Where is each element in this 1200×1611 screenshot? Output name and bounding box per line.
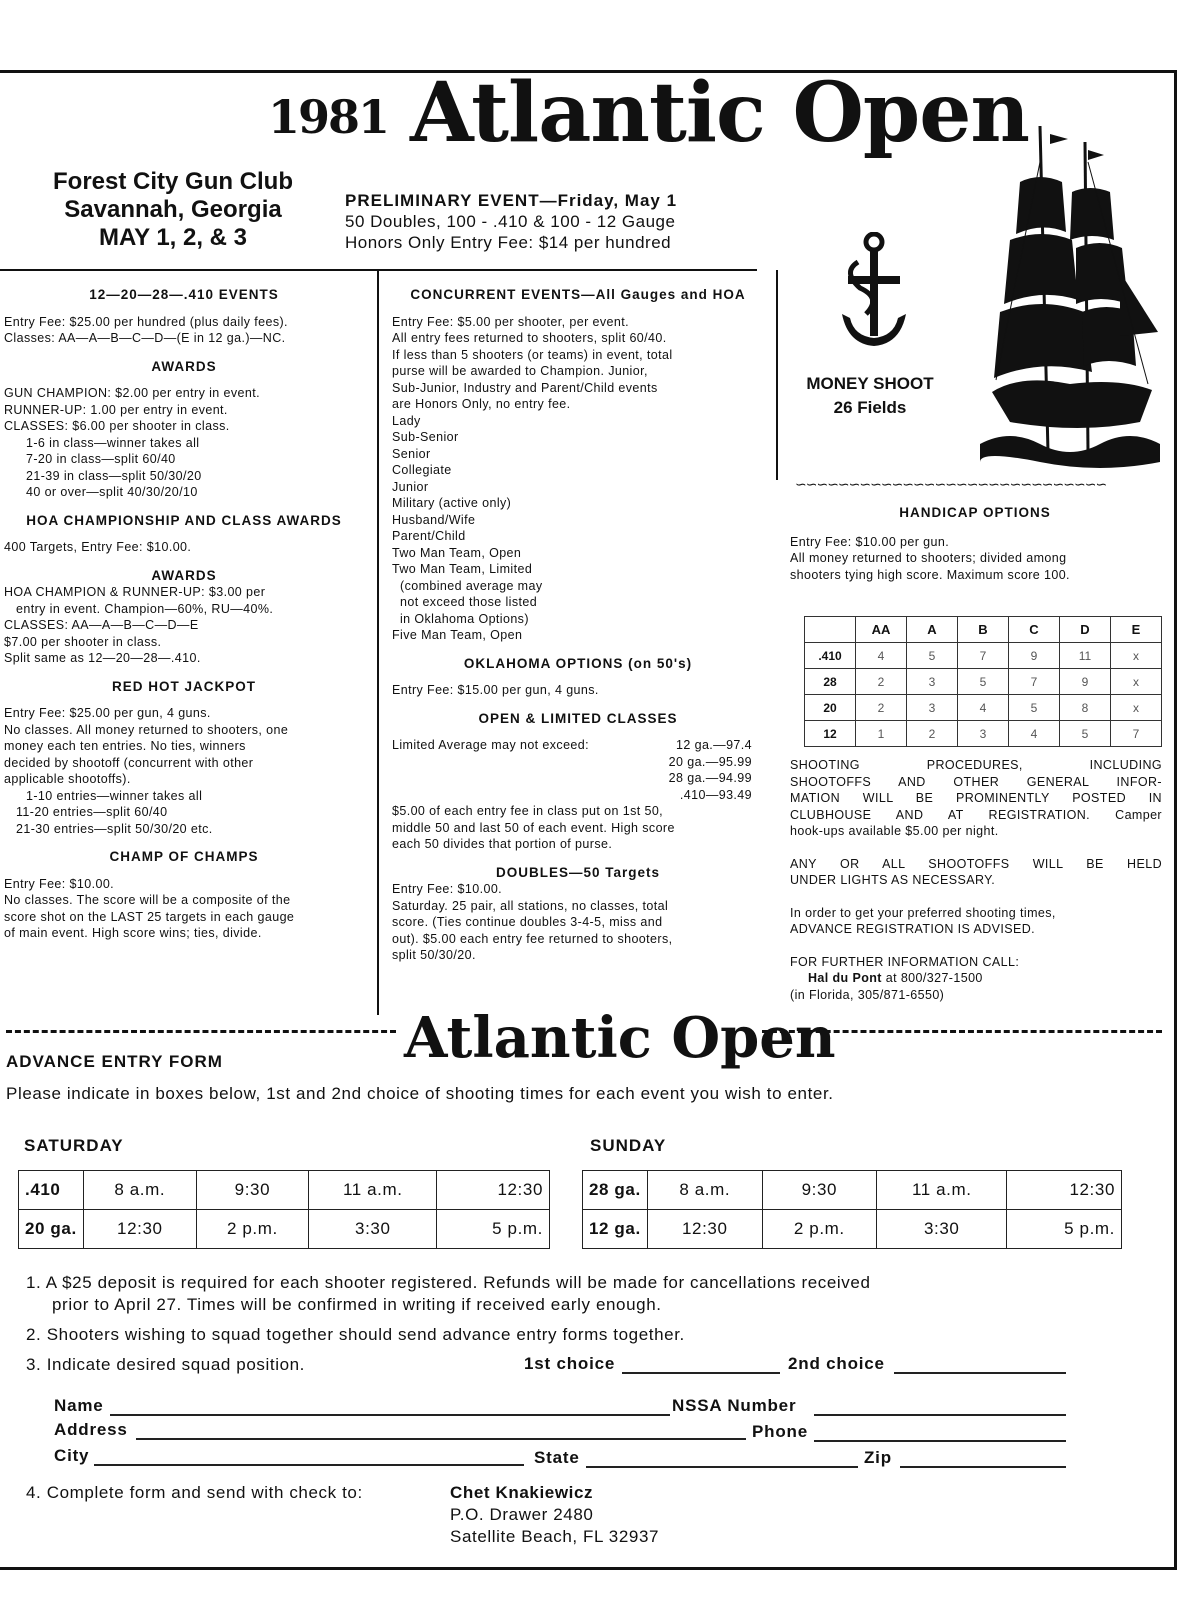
shootoffs-line: ANY OR ALL SHOOTOFFS WILL BE HELD [790,856,1162,871]
table-row [805,721,1162,747]
table-row [805,669,1162,695]
concurrent-title: CONCURRENT EVENTS—All Gauges and HOA [410,287,746,302]
second-choice-label: 2nd choice [788,1354,885,1373]
club-info [28,168,318,252]
champ-line: No classes. The score will be a composite of the [4,893,291,907]
general-info [790,757,1162,1003]
info-contact [790,970,1162,987]
note-1: 1. A $25 deposit is required for each shooter registered. Refunds will be made for cancellations received [26,1273,871,1292]
time-slot-box[interactable]: 9:30 [762,1171,877,1210]
doubles-line: out). $5.00 each entry fee returned to shooters, [392,931,673,946]
money-shoot [800,372,940,420]
doubles-title: DOUBLES—50 Targets [495,864,661,880]
event-list-sub: not exceed those listed [400,595,538,609]
event-year: 1981 [268,90,389,144]
info-name: Hal du Pont [808,971,882,985]
sailing-ship-icon [980,122,1160,474]
schedule-row [583,1171,1122,1210]
time-slot-box[interactable]: 12:30 [1007,1171,1122,1210]
table-cell: 1 [856,721,907,747]
awards-title: AWARDS [151,358,217,374]
event-list-item: Husband/Wife [392,512,476,527]
club-name: Forest City Gun Club [53,168,293,195]
jackpot-line: applicable shootoffs). [4,772,131,786]
table-cell: 7 [958,643,1009,669]
table-cell: 3 [907,695,958,721]
rope-divider: ∽∽∽∽∽∽∽∽∽∽∽∽∽∽∽∽∽∽∽∽∽∽∽∽∽∽∽∽∽ [795,476,1107,492]
gauge-label: 20 ga. [19,1210,84,1249]
handicap-line: All money returned to shooters; divided among [790,551,1067,565]
events-line: Classes: AA—A—B—C—D—(E in 12 ga.)—NC. [4,331,286,345]
concurrent-line: Entry Fee: $5.00 per shooter, per event. [392,314,629,329]
info-phone: at 800/327-1500 [881,971,983,985]
procedures-line: SHOOTING PROCEDURES, INCLUDING [790,758,1162,772]
event-list-item: Parent/Child [392,529,466,543]
anchor-icon [838,232,910,352]
event-list-item: Senior [392,446,431,461]
table-cell: 7 [1111,721,1162,747]
limited-value: 20 ga.—95.99 [668,754,752,769]
concurrent-line: All entry fees returned to shooters, split 60/40. [392,331,667,345]
time-slot-box[interactable]: 8 a.m. [648,1171,763,1210]
info-florida: (in Florida, 305/871-6550) [790,987,945,1002]
handicap-line: Entry Fee: $10.00 per gun. [790,534,950,549]
table-cell: 9 [1009,643,1060,669]
time-slot-box[interactable]: 2 p.m. [762,1210,877,1249]
oklahoma-title: OKLAHOMA OPTIONS (on 50's) [463,655,693,671]
time-slot-box[interactable]: 2 p.m. [196,1210,309,1249]
time-slot-box[interactable]: 9:30 [196,1171,309,1210]
jackpot-sub: 11-20 entries—split 60/40 [16,805,168,819]
name-field[interactable] [110,1414,670,1416]
table-cell: 4 [1009,721,1060,747]
limited-average [392,737,764,803]
jackpot-line: money each ten entries. No ties, winners [4,739,246,753]
table-cell: x [1111,669,1162,695]
table-cell: 7 [1009,669,1060,695]
jackpot-title: RED HOT JACKPOT [111,678,256,694]
address-field[interactable] [136,1438,746,1440]
prelim-line: Honors Only Entry Fee: $14 per hundred [345,233,672,252]
event-list-sub: in Oklahoma Options) [400,611,529,626]
awards-sub: 40 or over—split 40/30/20/10 [26,485,198,499]
money-shoot-fields: 26 Fields [833,398,907,417]
first-choice-label: 1st choice [524,1354,616,1373]
table-cell: 4 [856,643,907,669]
handicap-header: AA [856,617,907,643]
awards-sub: 21-39 in class—split 50/30/20 [26,468,202,483]
awards-line: GUN CHAMPION: $2.00 per entry in event. [4,386,260,400]
limited-values [669,737,752,803]
event-list-item: Junior [392,479,429,494]
table-cell: 2 [856,695,907,721]
table-cell: 2 [856,669,907,695]
address-label: Address [54,1420,128,1439]
purse-line: middle 50 and last 50 of each event. High score [392,820,675,835]
handicap-title: HANDICAP OPTIONS [899,505,1051,520]
send-to-city: Satellite Beach, FL 32937 [450,1527,660,1546]
events-line: Entry Fee: $25.00 per hundred (plus daily fees). [4,314,288,329]
awards2-line: Split same as 12—20—28—.410. [4,651,201,665]
time-slot-box[interactable]: 5 p.m. [1007,1210,1122,1249]
column-divider [776,270,778,480]
time-slot-box[interactable]: 11 a.m. [309,1171,437,1210]
table-cell: 3 [907,669,958,695]
table-cell: 5 [907,643,958,669]
sunday-label: SUNDAY [590,1136,667,1155]
event-dates: MAY 1, 2, & 3 [98,224,248,251]
limited-value: 28 ga.—94.99 [668,771,752,785]
club-location: Savannah, Georgia [64,196,282,223]
jackpot-line: No classes. All money returned to shooters, one [4,722,289,737]
hoa-title: HOA CHAMPIONSHIP AND CLASS AWARDS [26,512,342,528]
table-cell: x [1111,695,1162,721]
doubles-line: Saturday. 25 pair, all stations, no classes, total [392,898,669,913]
event-title: Atlantic Open [410,65,1030,161]
table-cell: 28 [805,669,856,695]
table-cell: 11 [1060,643,1111,669]
nssa-label: NSSA Number [672,1396,797,1415]
awards2-line: HOA CHAMPION & RUNNER-UP: $3.00 per [4,585,266,599]
note-2: 2. Shooters wishing to squad together should send advance entry forms together. [26,1325,685,1344]
column-2 [392,287,764,964]
table-cell: .410 [805,643,856,669]
handicap-header [805,617,856,643]
handicap-options [790,505,1160,583]
awards-sub: 7-20 in class—split 60/40 [26,452,176,466]
hoa-line: 400 Targets, Entry Fee: $10.00. [4,540,192,554]
purse-line: each 50 divides that portion of purse. [392,837,613,851]
prelim-label: PRELIMINARY EVENT—Friday, May 1 [345,191,678,210]
champ-line: Entry Fee: $10.00. [4,876,115,891]
handicap-header: A [907,617,958,643]
table-cell: 8 [1060,695,1111,721]
note-1-cont: prior to April 27. Times will be confirmed in writing if received early enough. [52,1295,662,1314]
events-title: 12—20—28—.410 EVENTS [89,287,279,302]
table-cell: 5 [958,669,1009,695]
procedures-line: hook-ups available $5.00 per night. [790,824,999,838]
handicap-header: B [958,617,1009,643]
time-slot-box[interactable]: 12:30 [648,1210,763,1249]
event-list-item: Two Man Team, Open [392,545,522,560]
table-cell: x [1111,643,1162,669]
form-heading: ADVANCE ENTRY FORM [6,1052,223,1071]
champ-line: of main event. High score wins; ties, divide. [4,926,262,940]
schedule-row [19,1210,550,1249]
time-slot-box[interactable]: 12:30 [84,1210,197,1249]
send-to-address: P.O. Drawer 2480 [450,1505,594,1524]
note-3: 3. Indicate desired squad position. [26,1355,306,1374]
concurrent-line: purse will be awarded to Champion. Junior, [392,364,648,378]
prelim-line: 50 Doubles, 100 - .410 & 100 - 12 Gauge [345,212,676,231]
time-slot-box[interactable]: 5 p.m. [437,1210,550,1249]
send-to-name: Chet Knakiewicz [450,1483,594,1502]
gauge-label: 12 ga. [583,1210,648,1249]
time-slot-box[interactable]: 12:30 [437,1171,550,1210]
table-cell: 2 [907,721,958,747]
awards2-line: CLASSES: AA—A—B—C—D—E [4,618,199,632]
gauge-label: 28 ga. [583,1171,648,1210]
awards2-title: AWARDS [151,567,217,583]
form-title: Atlantic Open [404,1005,836,1071]
handicap-table [804,616,1162,747]
awards2-line: entry in event. Champion—60%, RU—40%. [16,601,274,616]
limited-value: 12 ga.—97.4 [676,738,752,752]
event-list-item: Military (active only) [392,496,512,510]
sunday-schedule [582,1170,1122,1249]
shootoffs-line: UNDER LIGHTS AS NECESSARY. [790,873,996,887]
concurrent-line: If less than 5 shooters (or teams) in event, total [392,347,673,362]
note-4: 4. Complete form and send with check to: [26,1483,363,1502]
form-instruction: Please indicate in boxes below, 1st and 2nd choice of shooting times for each event you wish to enter. [6,1084,834,1103]
saturday-label: SATURDAY [24,1136,124,1155]
oklahoma-line: Entry Fee: $15.00 per gun, 4 guns. [392,683,599,697]
procedures-line: MATION WILL BE PROMINENTLY POSTED IN [790,791,1162,805]
phone-field[interactable] [814,1440,1066,1442]
info-label: FOR FURTHER INFORMATION CALL: [790,954,1020,969]
advance-line: ADVANCE REGISTRATION IS ADVISED. [790,922,1036,936]
jackpot-sub: 21-30 entries—split 50/30/20 etc. [16,821,213,836]
saturday-schedule [18,1170,550,1249]
table-cell: 5 [1060,721,1111,747]
jackpot-sub: 1-10 entries—winner takes all [26,788,203,803]
column-1 [4,287,364,942]
table-cell: 4 [958,695,1009,721]
limited-label: Limited Average may not exceed: [392,738,590,752]
classes-title: OPEN & LIMITED CLASSES [478,710,678,726]
advance-line: In order to get your preferred shooting times, [790,905,1056,920]
schedule-row [19,1171,550,1210]
champ-line: score shot on the LAST 25 targets in each gauge [4,909,295,924]
time-slot-box[interactable]: 8 a.m. [84,1171,197,1210]
procedures-line: SHOOTOFFS AND OTHER GENERAL INFOR- [790,774,1162,789]
city-label: City [54,1446,90,1465]
doubles-line: Entry Fee: $10.00. [392,882,503,896]
first-choice-field[interactable] [622,1372,780,1374]
schedule-row [583,1210,1122,1249]
column-divider [377,270,379,1015]
handicap-header-row [805,617,1162,643]
zip-label: Zip [864,1448,892,1467]
handicap-header: E [1111,617,1162,643]
table-row [805,643,1162,669]
handicap-header: D [1060,617,1111,643]
money-shoot-title: MONEY SHOOT [806,374,934,393]
time-slot-box[interactable]: 11 a.m. [877,1171,1007,1210]
event-list-item: Five Man Team, Open [392,628,523,642]
name-label: Name [54,1396,104,1415]
table-cell: 3 [958,721,1009,747]
table-cell: 20 [805,695,856,721]
table-cell: 5 [1009,695,1060,721]
doubles-line: split 50/30/20. [392,948,476,962]
table-cell: 12 [805,721,856,747]
table-row [805,695,1162,721]
awards-sub: 1-6 in class—winner takes all [26,435,200,450]
nssa-field[interactable] [814,1414,1066,1416]
time-slot-box[interactable]: 3:30 [877,1210,1007,1249]
concurrent-line: Sub-Junior, Industry and Parent/Child events [392,380,658,395]
gauge-label: .410 [19,1171,84,1210]
procedures-line: CLUBHOUSE AND AT REGISTRATION. Camper [790,807,1162,822]
preliminary-event [345,190,677,253]
second-choice-field[interactable] [894,1372,1066,1374]
table-cell: 9 [1060,669,1111,695]
event-list-item: Two Man Team, Limited [392,562,533,576]
handicap-line: shooters tying high score. Maximum score 100. [790,567,1070,582]
purse-line: $5.00 of each entry fee in class put on 1st 50, [392,804,664,818]
event-list-sub: (combined average may [400,578,543,593]
event-list-item: Collegiate [392,463,452,477]
awards2-line: $7.00 per shooter in class. [4,634,162,649]
doubles-line: score. (Ties continue doubles 3-4-5, miss and [392,915,663,929]
city-field[interactable] [94,1464,524,1466]
time-slot-box[interactable]: 3:30 [309,1210,437,1249]
dashed-divider [6,1030,396,1033]
jackpot-line: decided by shootoff (concurrent with other [4,755,254,770]
awards-line: RUNNER-UP: 1.00 per entry in event. [4,402,228,417]
phone-label: Phone [752,1422,808,1441]
handicap-header: C [1009,617,1060,643]
event-list-item: Sub-Senior [392,430,459,444]
state-field[interactable] [586,1466,858,1468]
zip-field[interactable] [900,1466,1066,1468]
jackpot-line: Entry Fee: $25.00 per gun, 4 guns. [4,706,211,720]
concurrent-line: are Honors Only, no entry fee. [392,397,571,411]
limited-value: .410—93.49 [679,787,752,802]
champ-title: CHAMP OF CHAMPS [109,849,259,864]
awards-line: CLASSES: $6.00 per shooter in class. [4,419,230,433]
state-label: State [534,1448,580,1467]
event-list-item: Lady [392,413,421,428]
